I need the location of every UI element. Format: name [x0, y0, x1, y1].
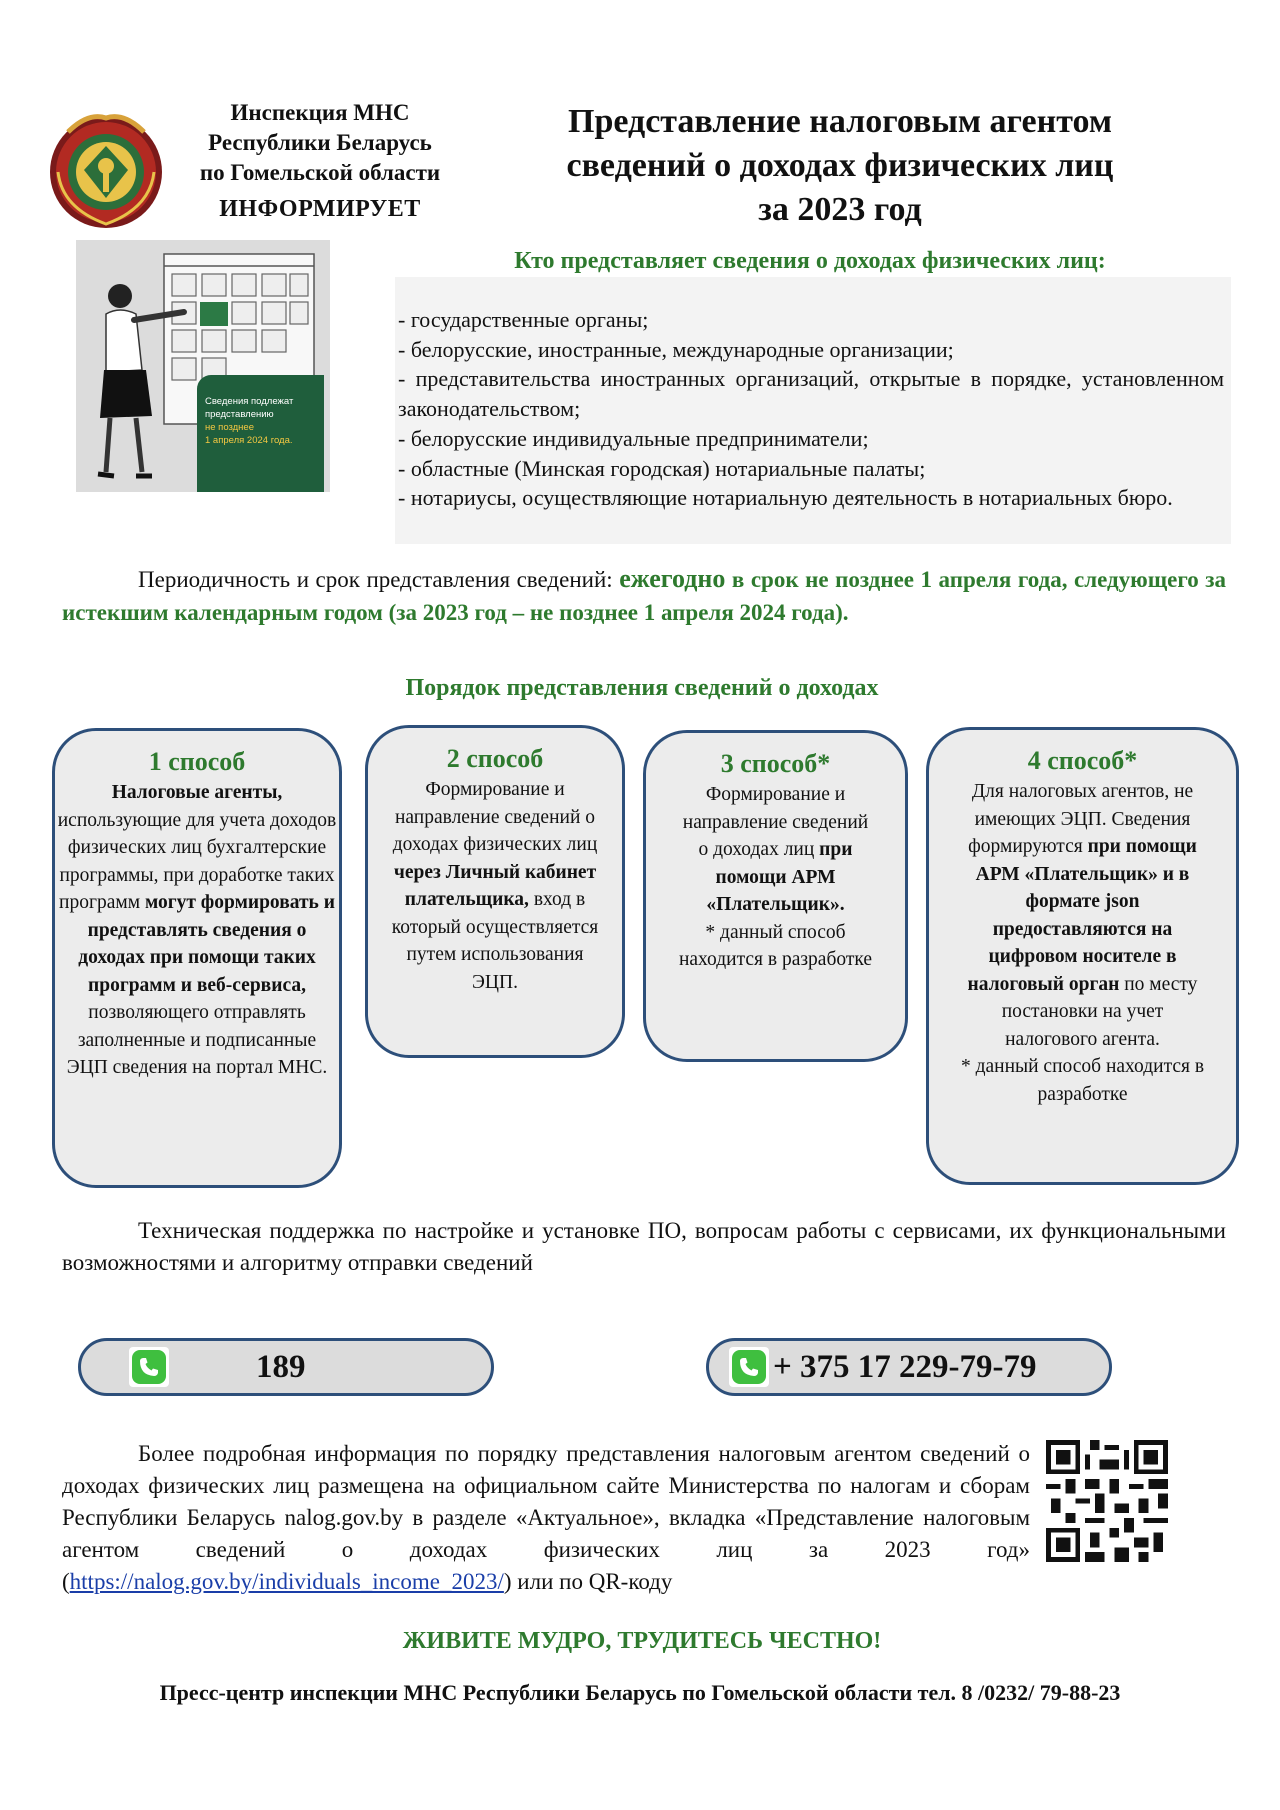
method-4-title-text: 4 способ [1027, 746, 1125, 775]
method-3-asterisk: * [817, 749, 831, 778]
method-1-text [55, 779, 339, 1082]
page-title [500, 100, 1180, 232]
list-item: - государственные органы; [398, 307, 649, 332]
qr-code-icon[interactable] [1046, 1440, 1168, 1562]
list-item: - белорусские индивидуальные предприниматели; [398, 425, 869, 451]
method-4-location: по месту постановки на учет налогового агента. [1001, 973, 1198, 1050]
method-2-text [368, 776, 622, 996]
deadline-note-card [197, 375, 324, 492]
list-item: - представительства иностранных организаций, открытые в порядке, установленном законодательством; [398, 366, 1224, 422]
method-2-title: 2 способ [446, 744, 544, 773]
more-info-text: Более подробная информация по порядку представления налоговым агентом сведений о доходах физических лиц размещена на официальном сайте Министерства по налогам и сборам Республики Беларусь nalog.gov.by в разделе «Актуальное», вкладка «Представление налоговым агентом сведений о доходах физических лиц за 2023 год» ( [62, 1441, 1030, 1594]
method-2-box [365, 725, 625, 1058]
method-2-personal-cabinet: через Личный кабинет плательщика, [393, 861, 597, 910]
periodicity-paragraph [62, 562, 1226, 629]
method-4-title [929, 744, 1236, 778]
org-line-2: Республики Беларусь [208, 130, 432, 155]
more-info-paragraph [62, 1438, 1030, 1598]
organization-name [175, 98, 465, 224]
method-4-arm-json: при помощи АРМ «Плательщик» и в формате json предоставляются на цифровом носителе в налоговый орган [967, 836, 1197, 995]
method-2-ecp: вход в который осуществляется путем использования ЭЦП. [391, 889, 599, 993]
who-submits-heading: Кто представляет сведения о доходах физических лиц: [514, 248, 1106, 274]
method-1-title: 1 способ [148, 747, 246, 776]
phone-number-189: 189 [256, 1349, 306, 1385]
whatsapp-phone-icon [129, 1347, 169, 1387]
method-1-agents: Налоговые агенты, [111, 782, 283, 803]
list-item: - областные (Минская городская) нотариальные палаты; [398, 455, 926, 481]
tax-inspection-emblem [48, 112, 164, 230]
method-3-forming: Формирование и направление сведений о доходах лиц [682, 784, 869, 860]
phone-short-number[interactable] [78, 1338, 494, 1396]
org-line-3: по Гомельской области [199, 160, 441, 185]
card-line-1: Сведения подлежат [205, 396, 294, 407]
illustration-woman-archive [76, 240, 330, 492]
method-1-programs: использующие для учета доходов физических лиц бухгалтерские программы, при доработке таких программ [57, 809, 337, 913]
method-4-asterisk: * [1124, 746, 1138, 775]
title-line-2: сведений о доходах физических лиц [566, 147, 1114, 184]
method-3-title [646, 747, 905, 781]
title-line-3: за 2023 год [758, 191, 922, 228]
method-3-box [643, 730, 908, 1062]
card-line-2: представлению [205, 409, 274, 420]
phone-number-full: + 375 17 229-79-79 [773, 1349, 1037, 1385]
method-3-text [646, 781, 905, 974]
list-item: - нотариусы, осуществляющие нотариальную деятельность в нотариальных бюро. [398, 485, 1173, 511]
method-4-no-ecp: Для налоговых агентов, не имеющих ЭЦП. Сведения формируются [968, 781, 1194, 857]
title-line-1: Представление налоговым агентом [568, 103, 1112, 140]
card-line-3: не позднее [205, 422, 254, 433]
more-info-qr-text: ) или по QR-коду [503, 1569, 673, 1594]
method-3-arm: при помощи АРМ «Плательщик». [706, 839, 853, 915]
nalog-link[interactable]: https://nalog.gov.by/individuals_income_2023/ [69, 1569, 504, 1594]
periodicity-annually: ежегодно [619, 564, 726, 593]
org-line-1: Инспекция МНС [230, 100, 410, 125]
whatsapp-phone-icon [729, 1347, 769, 1387]
list-item: - белорусские, иностранные, международные организации; [398, 336, 954, 362]
method-1-portal: позволяющего отправлять заполненные и подписанные ЭЦП сведения на портал МНС. [66, 1002, 328, 1078]
periodicity-lead: Периодичность и срок представления сведений: [138, 567, 620, 592]
slogan: ЖИВИТЕ МУДРО, ТРУДИТЕСЬ ЧЕСТНО! [402, 1628, 882, 1654]
press-center-contact: Пресс-центр инспекции МНС Республики Беларусь по Гомельской области тел. 8 /0232/ 79-88-23 [159, 1680, 1121, 1705]
phone-full-number[interactable] [706, 1338, 1112, 1396]
tech-support-paragraph: Техническая поддержка по настройке и установке ПО, вопросам работы с сервисами, их функциональными возможностями и алгоритму отправки сведений [62, 1218, 1226, 1275]
method-1-box [52, 728, 342, 1188]
informs-label: ИНФОРМИРУЕТ [219, 196, 421, 222]
method-4-note: * данный способ находится в разработке [960, 1056, 1205, 1105]
who-submits-list [398, 305, 1224, 513]
card-line-4: 1 апреля 2024 года. [205, 435, 293, 446]
order-heading: Порядок представления сведений о доходах [405, 675, 879, 701]
method-2-forming: Формирование и направление сведений о доходах физических лиц [392, 779, 598, 855]
method-1-can-submit: могут формировать и представлять сведения о доходах при помощи таких программ и веб-сервиса, [78, 892, 335, 996]
periodicity-deadline: в срок не позднее 1 апреля года, следующего за истекшим календарным годом (за 2023 год – не позднее 1 апреля 2024 года). [62, 567, 1226, 625]
method-3-note: * данный способ находится в разработке [678, 921, 873, 970]
method-4-box [926, 727, 1239, 1185]
method-3-title-text: 3 способ [720, 749, 818, 778]
method-4-text [929, 778, 1236, 1108]
